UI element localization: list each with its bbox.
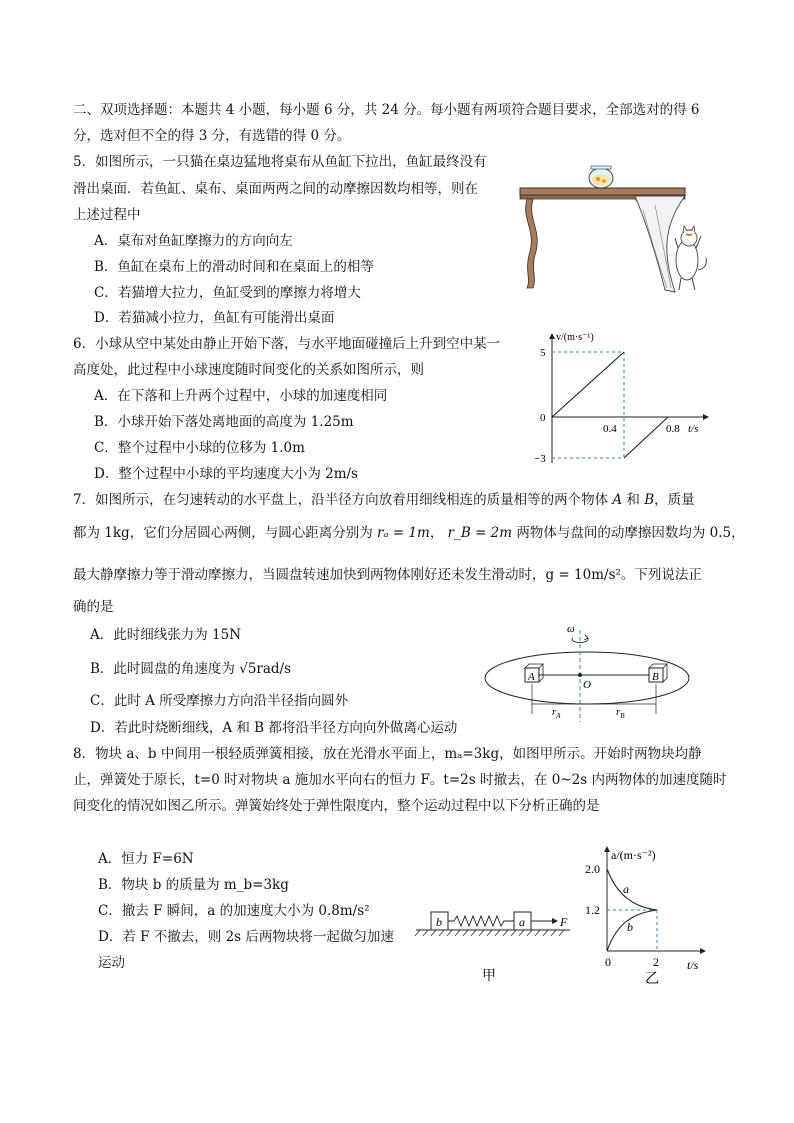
- q7-stem2-tail: 两物体与盘间的动摩擦因数均为 0.5，: [512, 525, 745, 541]
- y-tick-5: 5: [540, 347, 546, 359]
- q5-option-a[interactable]: A．桌布对鱼缸摩擦力的方向向左: [94, 233, 293, 249]
- section-heading-cont: 分，选对但不全的得 3 分，有选错的得 0 分。: [73, 128, 351, 144]
- q5-option-c[interactable]: C．若猫增大拉力，鱼缸受到的摩擦力将增大: [94, 285, 361, 301]
- q5-stem: 5．如图所示，一只猫在桌边猛地将桌布从鱼缸下拉出，鱼缸最终没有: [73, 154, 487, 170]
- q8-option-c[interactable]: C．撤去 F 瞬间，a 的加速度大小为 0.8m/s²: [98, 903, 370, 919]
- cat-icon: [675, 226, 706, 290]
- q7-stem-3: [73, 566, 702, 584]
- q7-stem-tail: ，质量: [654, 492, 695, 508]
- omega-label: ω: [567, 623, 575, 635]
- q7-var-b: B: [644, 492, 655, 508]
- fishbowl-icon: [589, 166, 613, 188]
- svg-text:a: a: [519, 915, 525, 929]
- force-label: F: [560, 915, 568, 929]
- rise-segment: [624, 417, 668, 458]
- y-axis-label: a/(m·s⁻²): [611, 848, 656, 862]
- center-label: O: [583, 679, 591, 691]
- q8-stem-3: 间变化的情况如图乙所示。弹簧始终处于弹性限度内，整个运动过程中以下分析正确的是: [73, 798, 600, 814]
- y-tick-0: 0: [540, 412, 546, 424]
- q6-option-a[interactable]: A．在下落和上升两个过程中，小球的加速度相同: [94, 388, 388, 404]
- svg-text:b: b: [436, 915, 442, 929]
- q8-option-a[interactable]: A．恒力 F=6N: [98, 851, 194, 867]
- q5-stem-3: 上述过程中: [73, 207, 141, 223]
- q7-g-value: g = 10m/s²: [545, 567, 621, 583]
- q5-option-b[interactable]: B．鱼缸在桌布上的滑动时间和在桌面上的相等: [94, 259, 374, 275]
- q7-stem-2: [73, 524, 745, 542]
- q8-option-b[interactable]: B．物块 b 的质量为 m_b=3kg: [98, 877, 289, 893]
- q6-stem-2: 高度处，此过程中小球速度随时间变化的关系如图所示，则: [73, 362, 424, 378]
- q7-option-c[interactable]: C．此时 A 所受摩擦力方向沿半径指向圆外: [90, 693, 349, 709]
- block-a: [525, 664, 543, 683]
- x-axis-label: t/s: [688, 423, 699, 435]
- x-axis-label: t/s: [687, 958, 699, 972]
- q7-stem-4: 确的是: [73, 599, 114, 615]
- spring: [448, 916, 514, 926]
- svg-text:A: A: [528, 671, 535, 683]
- curve-a-label: a: [623, 882, 629, 896]
- q6-option-b[interactable]: B．小球开始下落处离地面的高度为 1.25m: [94, 414, 354, 430]
- svg-text:B: B: [652, 671, 659, 683]
- y-tick-2-0: 2.0: [585, 862, 600, 876]
- section-heading: 二、双项选择题：本题共 4 小题，每小题 6 分，共 24 分。每小题有两项符合题目要求，全部选对的得 6: [73, 102, 700, 118]
- q6-option-c[interactable]: C．整个过程中小球的位移为 1.0m: [94, 440, 305, 456]
- q5-stem-2: 滑出桌面．若鱼缸、桌布、桌面两两之间的动摩擦因数均相等，则在: [73, 181, 478, 197]
- q7-option-a[interactable]: A．此时细线张力为 15N: [90, 627, 242, 643]
- q7-ra-value: rₐ = 1m: [377, 525, 430, 541]
- q7-stem3-tail: 。下列说法正: [620, 567, 702, 583]
- q8-option-d[interactable]: D．若 F 不撤去，则 2s 后两物块将一起做匀加速: [98, 929, 394, 945]
- q7-b-text: B．此时圆盘的角速度为: [90, 661, 240, 677]
- x-tick-0-8: 0.8: [666, 423, 680, 435]
- rb-dimension-label: $r_B$: [616, 706, 625, 720]
- y-axis-label: v/(m·s⁻¹): [556, 332, 594, 343]
- x-tick-0-4: 0.4: [603, 423, 617, 435]
- q7-option-d[interactable]: D．若此时烧断细线，A 和 B 都将沿半径方向向外做离心运动: [90, 720, 458, 736]
- q7-rb-value: r_B = 2m: [447, 525, 513, 541]
- q8-option-d-cont: 运动: [98, 955, 125, 971]
- figure-yi-caption: 乙: [645, 972, 659, 985]
- q5-option-d[interactable]: D．若猫减小拉力，鱼缸有可能滑出桌面: [94, 310, 335, 326]
- figure-jia-caption: 甲: [482, 969, 496, 982]
- x-tick-2: 2: [653, 955, 659, 969]
- q8-stem-2: 止，弹簧处于原长，t=0 时对物块 a 施加水平向右的恒力 F。t=2s 时撤去，在 0~2s 内两物体的加速度随时: [73, 772, 727, 788]
- q5-table-cat-figure: [515, 160, 715, 305]
- q6-option-d[interactable]: D．整个过程中小球的平均速度大小为 2m/s: [94, 466, 358, 482]
- origin-label: 0: [605, 955, 611, 969]
- fall-segment: [552, 352, 624, 417]
- q8-spring-figure: [412, 902, 577, 982]
- ra-dimension-label: $r_A$: [552, 706, 561, 720]
- q7-disk-figure: [483, 622, 693, 724]
- q7-stem-text: 7．如图所示，在匀速转动的水平盘上，沿半径方向放着用细线相连的质量相等的两个物体: [73, 492, 613, 508]
- curve-b-label: b: [627, 920, 633, 934]
- q7-stem3-text: 最大静摩擦力等于滑动摩擦力，当圆盘转速加快到两物体刚好还未发生滑动时，: [73, 567, 546, 583]
- y-tick-1-2: 1.2: [585, 903, 600, 917]
- q7-b-value: √5rad/s: [239, 661, 292, 677]
- q7-var-a: A: [612, 492, 623, 508]
- q6-vt-graph: [520, 328, 720, 468]
- q7-stem-and: 和: [622, 492, 645, 508]
- q8-at-graph: [583, 843, 713, 985]
- curve-a: [607, 869, 657, 910]
- q7-option-b[interactable]: [90, 660, 291, 678]
- q7-stem2-text: 都为 1kg，它们分居圆心两侧，与圆心距离分别为: [73, 525, 377, 541]
- q7-stem: [73, 491, 695, 509]
- q7-comma: ，: [429, 525, 448, 541]
- q8-stem: 8．物块 a、b 中间用一根轻质弹簧相接，放在光滑水平面上，mₐ=3kg，如图甲所示。开始时两物块均静: [73, 746, 702, 762]
- q6-stem: 6．小球从空中某处由静止开始下落，与水平地面碰撞后上升到空中某一: [73, 336, 501, 352]
- block-b: [649, 664, 667, 683]
- y-tick-neg3: −3: [534, 453, 546, 465]
